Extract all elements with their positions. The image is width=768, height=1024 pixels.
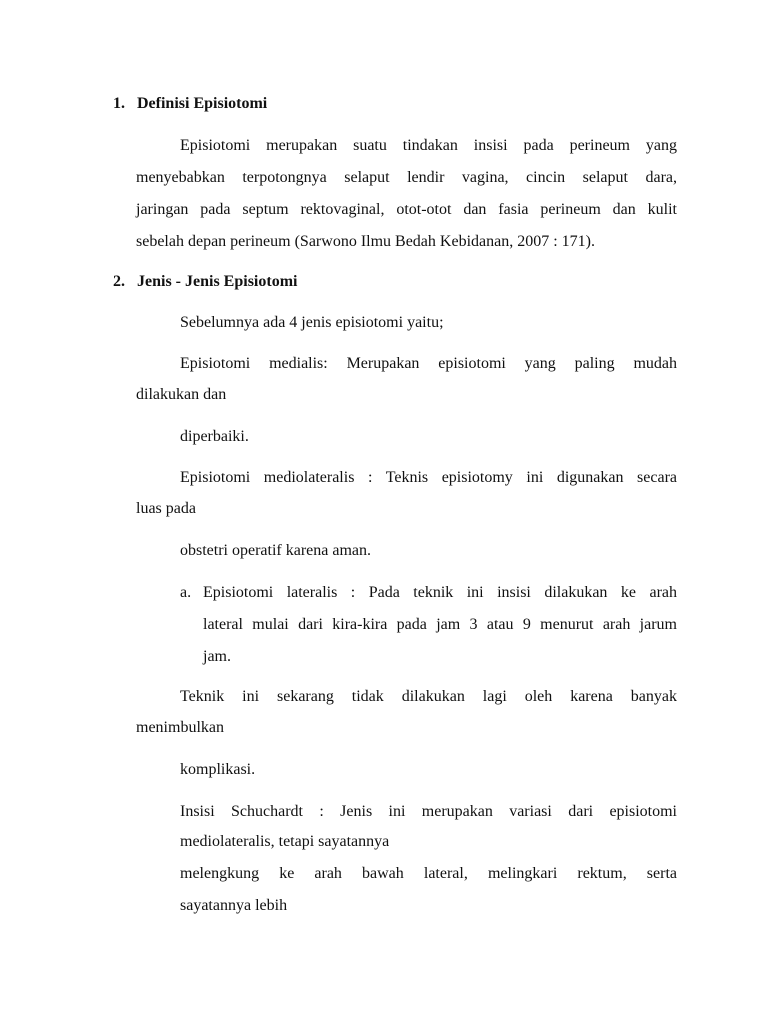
definition-line-1: Episiotomi merupakan suatu tindakan insisi pada perineum yang xyxy=(180,137,677,154)
medialis-line-3: diperbaiki. xyxy=(180,428,249,445)
mediolateralis-line-3: obstetri operatif karena aman. xyxy=(180,542,372,559)
mediolateralis-line-2: luas pada xyxy=(136,500,196,517)
mediolateralis-line-1: Episiotomi mediolateralis : Teknis episiotomy ini digunakan secara xyxy=(180,469,677,486)
teknik-line-1: Teknik ini sekarang tidak dilakukan lagi oleh karena banyak xyxy=(180,688,677,705)
definition-line-2: menyebabkan terpotongnya selaput lendir vagina, cincin selaput dara, xyxy=(136,169,677,186)
section-2-title: Jenis - Jenis Episiotomi xyxy=(137,273,298,290)
definition-line-3: jaringan pada septum rektovaginal, otot-otot dan fasia perineum dan kulit xyxy=(136,201,677,218)
schuchardt-line-2: mediolateralis, tetapi sayatannya xyxy=(180,833,390,850)
item-a-marker: a. xyxy=(180,584,192,601)
definition-line-4: sebelah depan perineum (Sarwono Ilmu Bedah Kebidanan, 2007 : 171). xyxy=(136,233,595,250)
item-a-line-1: Episiotomi lateralis : Pada teknik ini insisi dilakukan ke arah xyxy=(203,584,677,601)
schuchardt-line-4: sayatannya lebih xyxy=(180,897,288,914)
section-1-title: Definisi Episiotomi xyxy=(137,95,268,112)
medialis-line-1: Episiotomi medialis: Merupakan episiotomi yang paling mudah xyxy=(180,355,677,372)
item-a-line-3: jam. xyxy=(203,648,231,665)
types-intro: Sebelumnya ada 4 jenis episiotomi yaitu; xyxy=(180,314,444,331)
section-2-heading xyxy=(113,272,297,292)
schuchardt-line-3: melengkung ke arah bawah lateral, melingkari rektum, serta xyxy=(180,865,677,882)
teknik-line-2: menimbulkan xyxy=(136,719,224,736)
item-a-line-2: lateral mulai dari kira-kira pada jam 3 atau 9 menurut arah jarum xyxy=(203,616,677,633)
section-2-number: 2. xyxy=(113,273,125,290)
schuchardt-line-1: Insisi Schuchardt : Jenis ini merupakan variasi dari episiotomi xyxy=(180,803,677,820)
section-1-heading xyxy=(113,94,267,114)
teknik-line-3: komplikasi. xyxy=(180,761,256,778)
medialis-line-2: dilakukan dan xyxy=(136,386,227,403)
section-1-number: 1. xyxy=(113,95,125,112)
